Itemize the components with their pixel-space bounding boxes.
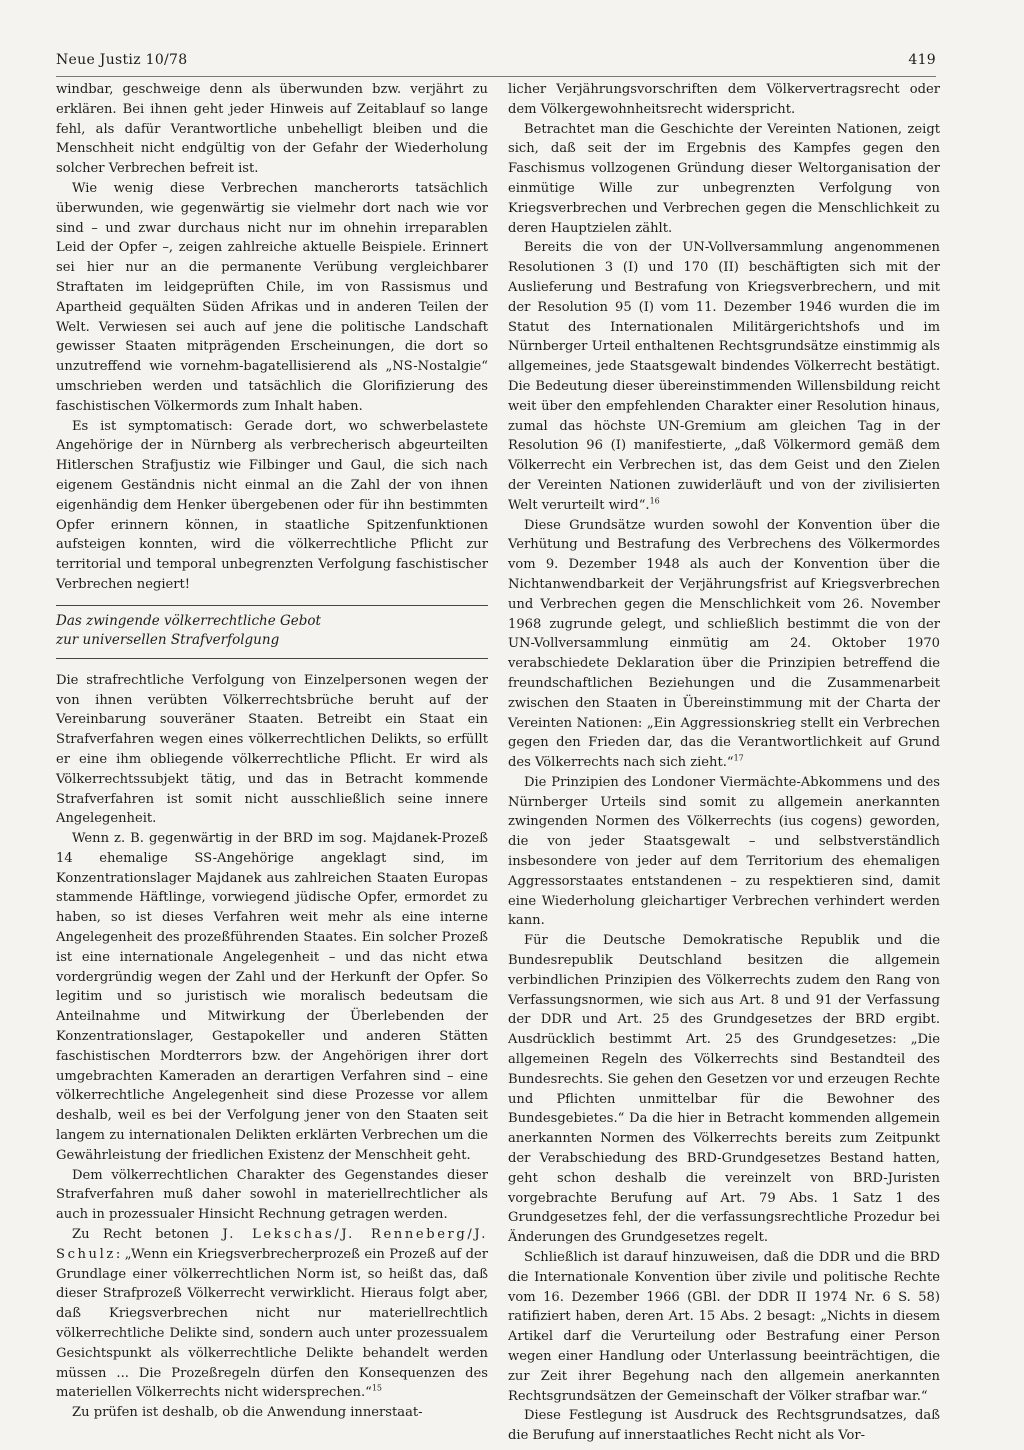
paragraph: Schließlich ist darauf hinzuweisen, daß die DDR und die BRD die Internationale Konvention über zivile und politische Rechte vom 16. Dezember 1966 (GBl. der DDR II 1974 Nr. 6 S. 58) ratifiziert haben, deren Art. 15 Abs. 2 besagt: „Nichts in diesem Artikel darf die Verurteilung oder Bestrafung einer Person wegen einer Handlung oder Unterlassung beeinträchtigen, die zur Zeit ihrer Begehung nach den allgemein anerkannten Rechtsgrundsätzen der Gemeinschaft der Völker strafbar war.“ [508,1250,940,1404]
paragraph: Zu prüfen ist deshalb, ob die Anwendung innerstaat- [72,1405,423,1421]
paragraph: Für die Deutsche Demokratische Republik und die Bundesrepublik Deutschland besitzen die allgemein verbindlichen Prinzipien des Völkerrechts zudem den Rang von Verfassungsnormen, wie sich aus Art. 8 und 91 der Verfassung der DDR und Art. 25 des Grundgesetzes der BRD ergibt. Ausdrücklich bestimmt Art. 25 des Grundgesetzes: „Die allgemeinen Regeln des Völkerrechts sind Bestandteil des Bundesrechts. Sie gehen den Gesetzen vor und erzeugen Rechte und Pflichten unmittelbar für die Bewohner des Bundesgebietes.“ Da die hier in Betracht kommenden allgemein anerkannten Normen des Völkerrechts bereits zum Zeitpunkt der Verabschiedung des BRD-Grundgesetzes Bestand hatten, geht schon deshalb die vereinzelt von BRD-Juristen vorgebrachte Berufung auf Art. 79 Abs. 1 Satz 1 des Grundgesetzes fehl, der die verfassungsrechtliche Prozedur bei Änderungen des Grundgesetzes regelt. [508,933,940,1246]
paragraph-text: Bereits die von der UN-Vollversammlung angenommenen Resolutionen 3 (I) und 170 (II) beschäftigten sich mit der Auslieferung und Bestrafung von Kriegsverbrechern, und mit der Resolution 95 (I) vom 11. Dezember 1946 wurden die im Statut des Internationalen Militärgerichtshofs und im Nürnberger Urteil enthaltenen Rechtsgrundsätze einstimmig als allgemeines, jede Staatsgewalt bindendes Völkerrecht bestätigt. Die Bedeutung dieser übereinstimmenden Willensbildung reicht weit über den empfehlenden Charakter einer Resolution hinaus, zumal das höchste UN-Gremium am gleichen Tag in der Resolution 96 (I) manifestierte, „daß Völkermord gemäß dem Völkerrecht ein Verbrechen ist, das dem Geist und den Zielen der Vereinten Nationen zuwiderläuft und von der zivilisierten Welt verurteilt wird“. [508,240,940,513]
paragraph: Dem völkerrechtlichen Charakter des Gegenstandes dieser Strafverfahren muß daher sowohl in materiellrechtlicher als auch in prozessualer Hinsicht Rechnung getragen werden. [56,1167,488,1223]
paragraph: Es ist symptomatisch: Gerade dort, wo schwerbelastete Angehörige der in Nürnberg als verbrecherisch abgeurteilten Hitlerschen Strafjustiz wie Filbinger und Gaul, die sich nach eigenem Geständnis nicht einmal an die Zahl der von ihnen eigenhändig dem Henker übergebenen oder für ihn bestimmten Opfer erinnern können, in staatliche Spitzenfunktionen aufsteigen konnten, wird die völkerrechtliche Pflicht zur territorial und temporal unbegrenzten Verfolgung faschistischer Verbrechen negiert! [56,418,488,592]
paragraph: Die Prinzipien des Londoner Viermächte-Abkommens und des Nürnberger Urteils sind somit zu allgemein anerkannten zwingenden Normen des Völkerrechts (ius cogens) geworden, die von jeder Staatsgewalt – und selbstverständlich insbesondere von jeder auf dem Territorium des ehemaligen Aggressorstaates entstandenen – zu respektieren sind, damit eine Wiederholung gleichartiger Verbrechen verhindert werden kann. [508,774,940,929]
footnote-marker: 16 [649,496,660,506]
section-heading-line: Das zwingende völkerrechtliche Gebot [56,612,321,629]
left-column [56,80,488,1430]
paragraph [508,516,940,773]
quote-paragraph [56,1225,488,1403]
page-header [56,52,936,74]
header-rule [56,76,936,77]
footnote-marker: 17 [733,753,744,763]
footnote-marker: 15 [371,1384,383,1394]
authors: J. Lekschas/J. Renneberg/J. Schulz [56,1227,488,1262]
section-heading-line: zur universellen Strafverfolgung [56,631,280,648]
right-column [508,80,940,1444]
paragraph: Wie wenig diese Verbrechen mancherorts tatsächlich überwunden, wie gegenwärtig sie vielmehr dort nach wie vor sind – und zwar durchaus nicht nur im ohnehin irreparablen Leid der Opfer –, zeigen zahlreiche aktuelle Beispiele. Erinnert sei hier nur an die permanente Verübung vergleichbarer Straftaten im leidgeprüften Chile, im von Rassismus und Apartheid gequälten Süden Afrikas und in anderen Teilen der Welt. Verwiesen sei auch auf jene die politische Landschaft gewisser Staaten mitprägenden Erscheinungen, die dort so unzutreffend wie vornehm-bagatellisierend als „NS-Nostalgie“ umschrieben werden und tatsächlich die Glorifizierung des faschistischen Völkermords zum Inhalt haben. [56,180,488,414]
paragraph: windbar, geschweige denn als überwunden bzw. verjährt zu erklären. Bei ihnen geht jeder Hinweis auf Zeitablauf so lange fehl, als dafür Verantwortliche unbehelligt bleiben und die Menschheit nicht endgültig von der Gefahr der Wiederholung solcher Verbrechen befreit ist. [56,82,488,177]
paragraph: Die strafrechtliche Verfolgung von Einzelpersonen wegen der von ihnen verübten Völkerrechtsbrüche beruht auf der Vereinbarung souveräner Staaten. Betreibt ein Staat ein Strafverfahren wegen eines völkerrechtlichen Delikts, so erfüllt er eine ihm obliegende völkerrechtliche Pflicht. Er wird als Völkerrechtssubjekt tätig, und das in Betracht kommende Strafverfahren ist somit nicht ausschließlich seine innere Angelegenheit. [56,672,488,827]
paragraph-text: Diese Grundsätze wurden sowohl der Konvention über die Verhütung und Bestrafung des Verbrechens des Völkermordes vom 9. Dezember 1948 als auch der Konvention über die Nichtanwendbarkeit der Verjährungsfrist auf Kriegsverbrechen und Verbrechen gegen die Menschlichkeit vom 26. November 1968 zugrunde gelegt, und schließlich bestimmt die von der UN-Vollversammlung einmütig am 24. Oktober 1970 verabschiedete Deklaration über die Prinzipien betreffend die freundschaftlichen Beziehungen und die Zusammenarbeit zwischen den Staaten in Übereinstimmung mit der Charta der Vereinten Nationen: „Ein Aggressionskrieg stellt ein Verbrechen gegen den Frieden dar, das die Verantwortlichkeit auf Grund des Völkerrechts nach sich zieht.“ [508,517,940,771]
authors-intro: Zu Recht betonen [72,1227,209,1243]
paragraph [508,238,940,515]
quote-text: : „Wenn ein Kriegsverbrecherprozeß ein Prozeß auf der Grundlage einer völkerrechtlichen Norm ist, so heißt das, daß dieser Strafprozeß Völkerrecht verwirklicht. Hieraus folgt aber, daß Kriegsverbrechen nicht nur materiellrechtlich völkerrechtliche Delikte sind, sondern auch unter prozessualem Gesichtspunkt als völkerrechtliche Delikte behandelt werden müssen ... Die Prozeßregeln dürfen den Konsequenzen des materiellen Völkerrechts nicht widersprechen.“ [56,1246,488,1401]
page-number: 419 [908,52,936,68]
paragraph: Betrachtet man die Geschichte der Vereinten Nationen, zeigt sich, daß seit der im Ergebnis des Kampfes gegen den Faschismus vollzogenen Gründung dieser Weltorganisation der einmütige Wille zur unbegrenzten Verfolgung von Kriegsverbrechen und Verbrechen gegen die Menschlichkeit zu deren Hauptzielen zählt. [508,121,940,236]
journal-title: Neue Justiz 10/78 [56,52,188,68]
section-heading [56,605,488,659]
paragraph: Diese Festlegung ist Ausdruck des Rechtsgrundsatzes, daß die Berufung auf innerstaatliches Recht nicht als Vor- [508,1408,940,1444]
paragraph: licher Verjährungsvorschriften dem Völkervertragsrecht oder dem Völkergewohnheitsrecht widerspricht. [508,82,940,117]
paragraph: Wenn z. B. gegenwärtig in der BRD im sog. Majdanek-Prozeß 14 ehemalige SS-Angehörige angeklagt sind, im Konzentrationslager Majdanek aus zahlreichen Staaten Europas stammende Häftlinge, vorwiegend jüdische Opfer, ermordet zu haben, so ist dieses Verfahren weit mehr als eine interne Angelegenheit des prozeßführenden Staates. Ein solcher Prozeß ist eine internationale Angelegenheit – und das nicht etwa vordergründig wegen der Zahl und der Herkunft der Opfer. So legitim und so juristisch wie moralisch bedeutsam die Anteilnahme und Mitwirkung der Überlebenden der Konzentrationslager, Gestapokeller und anderen Stätten faschistischen Mordterrors bzw. der Angehörigen ihrer dort umgebrachten Kameraden an derartigen Verfahren sind – eine völkerrechtliche Angelegenheit sind diese Prozesse vor allem deshalb, weil es bei der Verfolgung jener von den Staaten seit langem zu internationalen Delikten erklärten Verbrechen um die Gewährleistung der friedlichen Existenz der Menschheit geht. [56,831,488,1163]
